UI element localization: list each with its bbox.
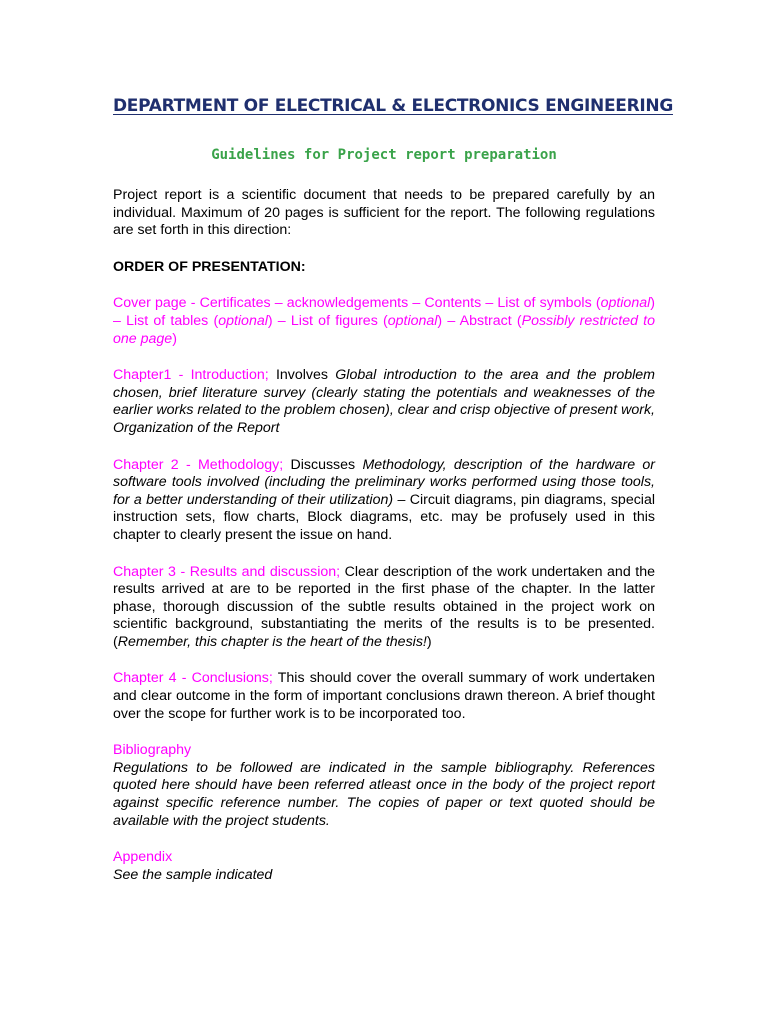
order-part-5: ) [172,330,177,347]
order-part-1: Cover page - Certificates – acknowledgements – Contents – List of symbols ( [113,295,601,312]
chapter2-italic: Methodology, description of the hardware or software tools involved (including the preliminary works performed using those tools, for a better understanding of their utilization) [113,456,655,508]
chapter3-italic: Remember, this chapter is the heart of the thesis! [117,633,427,650]
appendix-body: See the sample indicated [113,866,273,883]
chapter1-body: Global introduction to the area and the problem chosen, brief literature survey (clearly stating the potentials and weaknesses of the earlier works related to the problem chosen), clear and crisp objective of present work, Organization of the Report [113,367,655,436]
department-title: DEPARTMENT OF ELECTRICAL & ELECTRONICS ENGINEERING [113,96,673,116]
bibliography-body: Regulations to be followed are indicated in the sample bibliography. References quoted here should have been referred atleast once in the body of the project report against specific reference number. The copies of paper or text quoted should be available with the project students. [113,759,655,829]
order-part-2: ) – List of tables ( [113,295,655,329]
optional-note-3: optional [387,312,438,329]
chapter3-paragraph [113,564,655,652]
chapter3-body: Clear description of the work undertaken and the results arrived at are to be reported in the first phase of the chapter. In the latter phase, thorough discussion of the subtle results obtained in the project work on scientific background, substantiating the merits of the results is to be presented. ( [113,563,655,650]
optional-note-1: optional [600,295,651,312]
abstract-note: Possibly restricted to one page [113,312,656,347]
chapter1-label: Chapter1 - Introduction; [113,367,269,384]
chapter2-label: Chapter 2 - Methodology; [113,456,284,473]
guidelines-subtitle: Guidelines for Project report preparation [211,147,557,163]
optional-note-2: optional [218,312,268,329]
document-page [113,90,673,884]
bibliography-section [113,742,655,830]
order-heading: ORDER OF PRESENTATION: [113,258,306,275]
chapter4-label: Chapter 4 - Conclusions; [113,670,273,687]
chapter2-lead: Discusses [283,456,363,473]
chapter2-rest: – Circuit diagrams, pin diagrams, special instruction sets, flow charts, Block diagrams, etc. may be profusely used in this chapter to clearly present the issue on hand. [113,491,655,543]
chapter4-body: This should cover the overall summary of work undertaken and clear outcome in the form of important conclusions drawn thereon. A brief thought over the scope for further work is to be incorporated too. [113,670,656,722]
chapter3-close: ) [426,633,432,650]
intro-paragraph: Project report is a scientific document that needs to be prepared carefully by an individual. Maximum of 20 pages is sufficient for the report. The following regulations are set forth in this direction: [113,187,655,239]
appendix-section [113,849,655,884]
chapter3-label: Chapter 3 - Results and discussion; [113,563,341,580]
bibliography-heading: Bibliography [113,742,192,759]
chapter1-lead: Involves [268,367,336,384]
chapter2-paragraph [113,457,655,545]
chapter1-paragraph [113,367,655,437]
order-part-3: ) – List of figures ( [267,312,388,329]
chapter4-paragraph [113,670,655,723]
order-list-paragraph [113,295,655,348]
appendix-heading: Appendix [113,849,173,866]
order-part-4: ) – Abstract ( [437,312,522,329]
